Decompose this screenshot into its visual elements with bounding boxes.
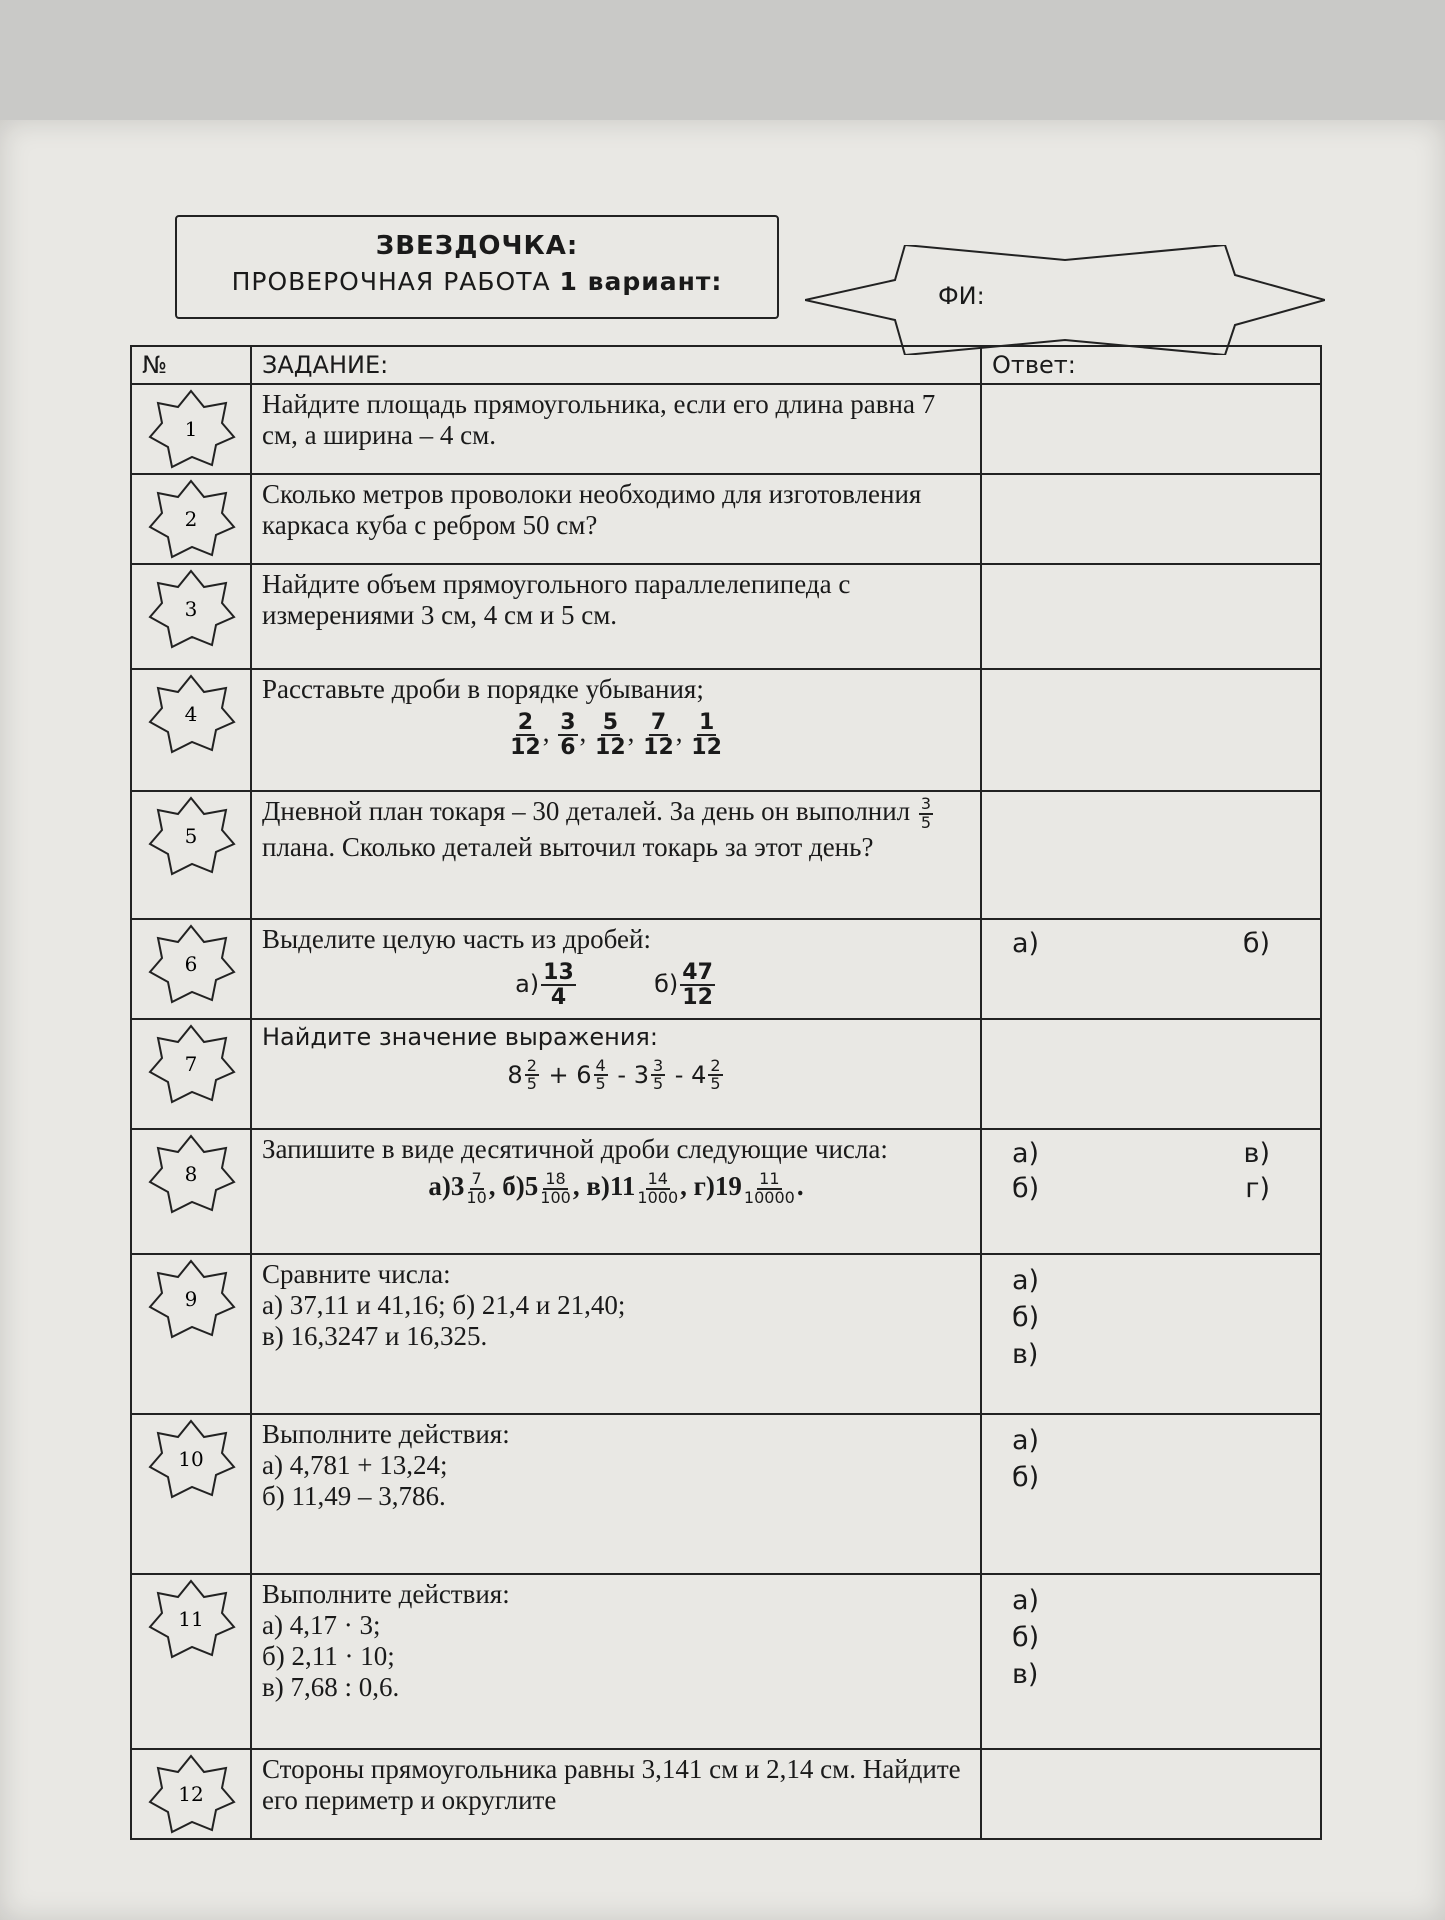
fraction: $\frac{11}{10000}$ [743, 1169, 795, 1207]
fraction: $\frac{3}{5}$ [652, 1055, 664, 1094]
answer-cell[interactable] [981, 564, 1321, 669]
fraction: $\frac{47}{12}$ [682, 960, 713, 1011]
fraction-pair: а) $\frac{13}{4}$ б) $\frac{47}{12}$ [515, 960, 713, 1011]
svg-text:9: 9 [184, 1287, 198, 1311]
fraction: $\frac{2}{12}$ [510, 710, 541, 761]
star-icon [146, 924, 236, 1004]
star-icon [146, 389, 236, 469]
table-row [131, 564, 1321, 669]
task-cell: Запишите в виде десятичной дроби следующие числа: а)3 $\frac{7}{10}$ , б)5 $\frac{18}{100}$ , в)11 $\frac{14}{1000}$ , г)19 $\frac{11}{10000}$ . [251, 1129, 981, 1254]
answer-cell[interactable] [981, 474, 1321, 564]
star-icon [146, 674, 236, 754]
star-icon [146, 569, 236, 649]
answer-cell[interactable] [981, 669, 1321, 791]
task-cell: Найдите площадь прямоугольника, если его длина равна 7 см, а ширина – 4 см. [251, 384, 981, 474]
table-row [131, 1129, 1321, 1254]
star-icon [146, 1419, 236, 1499]
task-number-cell [131, 1019, 251, 1129]
task-cell: Сравните числа: а) 37,11 и 41,16; б) 21,4 и 21,40; в) 16,3247 и 16,325. [251, 1254, 981, 1414]
task-cell: Дневной план токаря – 30 деталей. За день он выполнил $\frac{3}{5}$ плана. Сколько деталей выточил токарь за этот день? [251, 791, 981, 919]
fraction: $\frac{2}{5}$ [526, 1055, 537, 1094]
task-number-cell [131, 1414, 251, 1574]
star-icon [146, 796, 236, 876]
svg-text:12: 12 [178, 1782, 204, 1806]
mixed-numbers: а)3 $\frac{7}{10}$ , б)5 $\frac{18}{100}$ , в)11 $\frac{14}{1000}$ , г)19 $\frac{11}{10000}$ . [428, 1169, 804, 1207]
table-row [131, 1574, 1321, 1749]
task-number-cell [131, 474, 251, 564]
task-number-cell [131, 791, 251, 919]
task-number-cell [131, 1749, 251, 1839]
answer-cell[interactable]: а) б) в) [981, 1254, 1321, 1414]
svg-text:7: 7 [184, 1052, 198, 1076]
svg-text:3: 3 [184, 597, 198, 621]
task-number-cell [131, 384, 251, 474]
star-icon [146, 1134, 236, 1214]
answer-cell[interactable] [981, 384, 1321, 474]
task-cell: Стороны прямоугольника равны 3,141 см и 2,14 см. Найдите его периметр и округлите [251, 1749, 981, 1839]
fraction: $\frac{3}{5}$ [920, 794, 932, 832]
answer-cell[interactable] [981, 1019, 1321, 1129]
task-number-cell [131, 669, 251, 791]
col-answer-header: Ответ: [981, 346, 1321, 384]
table-header [131, 346, 1321, 384]
table-row [131, 1749, 1321, 1839]
answer-cell[interactable]: а) б) [981, 1414, 1321, 1574]
fi-star-frame [805, 245, 1325, 355]
fraction: $\frac{14}{1000}$ [637, 1169, 679, 1207]
col-num-header: № [131, 346, 251, 384]
fraction-list: $\frac{2}{12}$ , $\frac{3}{6}$ , $\frac{5}{12}$ , $\frac{7}{12}$ , $\frac{1}{12}$ [510, 710, 722, 761]
task-cell: Расставьте дроби в порядке убывания; $\frac{2}{12}$ , $\frac{3}{6}$ , $\frac{5}{12}$ , $\frac{7}{12}$ , $\frac{1}{12}$ [251, 669, 981, 791]
task-table [130, 345, 1322, 1840]
table-row [131, 791, 1321, 919]
star-icon [146, 1579, 236, 1659]
table-row [131, 669, 1321, 791]
answer-cell[interactable]: а) б) [981, 919, 1321, 1019]
fraction: $\frac{7}{12}$ [643, 710, 674, 761]
table-row [131, 474, 1321, 564]
expression: 8 $\frac{2}{5}$ + 6 $\frac{4}{5}$ - 3 $\frac{3}{5}$ - 4 $\frac{2}{5}$ [507, 1055, 721, 1094]
star-icon [146, 1754, 236, 1834]
answer-cell[interactable] [981, 791, 1321, 919]
star-icon [146, 479, 236, 559]
col-task-header: ЗАДАНИЕ: [251, 346, 981, 384]
svg-text:11: 11 [178, 1607, 204, 1631]
table-row [131, 384, 1321, 474]
fraction: $\frac{7}{10}$ [466, 1169, 487, 1207]
svg-text:4: 4 [184, 702, 198, 726]
fraction: $\frac{5}{12}$ [595, 710, 626, 761]
task-number-cell [131, 1574, 251, 1749]
task-cell: Выполните действия: а) 4,17 · 3; б) 2,11 · 10; в) 7,68 : 0,6. [251, 1574, 981, 1749]
fi-label: ФИ: [938, 282, 985, 310]
answer-cell[interactable]: а) б) в) [981, 1574, 1321, 1749]
svg-text:10: 10 [178, 1447, 204, 1471]
svg-text:1: 1 [184, 417, 198, 441]
svg-text:8: 8 [184, 1162, 198, 1186]
task-number-cell [131, 919, 251, 1019]
svg-text:5: 5 [184, 824, 198, 848]
fraction: $\frac{13}{4}$ [543, 960, 574, 1011]
table-row [131, 1019, 1321, 1129]
star-icon [146, 1024, 236, 1104]
title-line-1: ЗВЕЗДОЧКА: [375, 231, 579, 261]
fraction: $\frac{1}{12}$ [691, 710, 722, 761]
task-cell: Выделите целую часть из дробей: а) $\frac{13}{4}$ б) $\frac{47}{12}$ [251, 919, 981, 1019]
fraction: $\frac{3}{6}$ [560, 710, 576, 761]
table-row [131, 919, 1321, 1019]
star-icon [146, 1259, 236, 1339]
title-scroll [175, 215, 779, 319]
task-cell: Найдите значение выражения: 8 $\frac{2}{5}$ + 6 $\frac{4}{5}$ - 3 $\frac{3}{5}$ - 4 $\frac{2}{5}$ [251, 1019, 981, 1129]
answer-cell[interactable]: а) в) б) г) [981, 1129, 1321, 1254]
task-cell: Сколько метров проволоки необходимо для изготовления каркаса куба с ребром 50 см? [251, 474, 981, 564]
table-row [131, 1414, 1321, 1574]
fraction: $\frac{4}{5}$ [595, 1055, 606, 1094]
table-row [131, 1254, 1321, 1414]
svg-text:6: 6 [184, 952, 198, 976]
title-line-2: ПРОВЕРОЧНАЯ РАБОТА 1 вариант: [231, 267, 723, 296]
task-number-cell [131, 1129, 251, 1254]
answer-cell[interactable] [981, 1749, 1321, 1839]
task-number-cell [131, 564, 251, 669]
task-cell: Выполните действия: а) 4,781 + 13,24; б) 11,49 – 3,786. [251, 1414, 981, 1574]
task-cell: Найдите объем прямоугольного параллелепипеда с измерениями 3 см, 4 см и 5 см. [251, 564, 981, 669]
fraction: $\frac{2}{5}$ [710, 1055, 721, 1094]
fraction: $\frac{18}{100}$ [540, 1169, 571, 1207]
svg-text:2: 2 [184, 507, 198, 531]
task-number-cell [131, 1254, 251, 1414]
